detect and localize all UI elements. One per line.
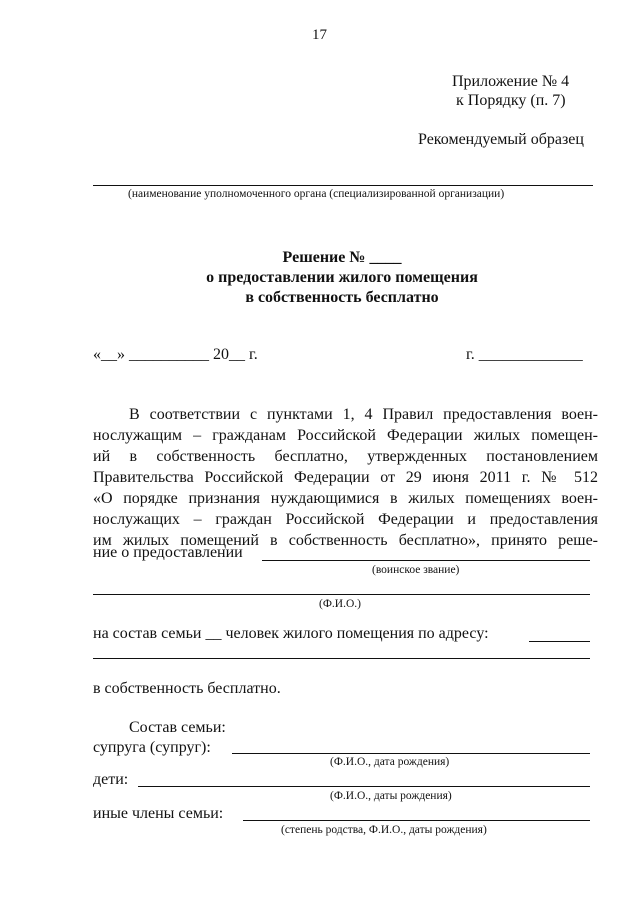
ownership-line: в собственность бесплатно.: [93, 680, 281, 697]
city-field[interactable]: г. _____________: [466, 346, 583, 363]
decision-body: [93, 404, 598, 551]
body-line: ий в собственность бесплатно, утвержденных постановлением: [93, 448, 598, 465]
body-line: нослужащих – граждан Российской Федерации и предоставления: [93, 511, 598, 528]
other-members-field-line[interactable]: [243, 820, 590, 821]
children-caption: (Ф.И.О., даты рождения): [330, 790, 452, 802]
decision-subtitle-2: в собственность бесплатно: [245, 289, 439, 306]
decision-title: Решение № ____: [282, 249, 402, 266]
address-field-line-2[interactable]: [93, 658, 590, 659]
fio-field-line[interactable]: [93, 594, 590, 595]
spouse-field-line[interactable]: [232, 753, 590, 754]
body-line: «О порядке признания нуждающимися в жилых помещениях воен-: [93, 490, 598, 507]
annex-reference: к Порядку (п. 7): [456, 92, 566, 109]
body-line: Правительства Российской Федерации от 29 июня 2011 г. № 512: [93, 469, 598, 486]
body-line: им жилых помещений в собственность бесплатно», принято реше-: [93, 532, 598, 549]
annex-title: Приложение № 4: [452, 73, 570, 90]
children-label: дети:: [93, 771, 129, 788]
other-members-caption: (степень родства, Ф.И.О., даты рождения): [281, 824, 487, 836]
page-number: 17: [312, 27, 327, 43]
authority-field-line[interactable]: [93, 185, 593, 186]
other-members-label: иные члены семьи:: [93, 805, 224, 822]
children-field-line[interactable]: [138, 786, 590, 787]
family-size-line: на состав семьи __ человек жилого помещения по адресу:: [93, 625, 489, 642]
authority-caption: (наименование уполномоченного органа (специализированной организации): [128, 188, 505, 200]
rank-caption: (воинское звание): [372, 564, 460, 576]
spouse-caption: (Ф.И.О., дата рождения): [330, 756, 450, 768]
date-field[interactable]: «__» __________ 20__ г.: [93, 346, 258, 363]
spouse-label: супруга (супруг):: [93, 739, 211, 756]
body-line: нослужащим – гражданам Российской Федерации жилых помещен-: [93, 427, 598, 444]
body-last-line: ние о предоставлении: [93, 544, 243, 561]
decision-subtitle: о предоставлении жилого помещения: [206, 269, 478, 286]
body-line: В соответствии с пунктами 1, 4 Правил предоставления воен-: [129, 406, 598, 423]
fio-caption: (Ф.И.О.): [319, 598, 361, 610]
family-heading: Состав семьи:: [129, 719, 226, 736]
rank-field-line[interactable]: [262, 560, 590, 561]
address-field-line[interactable]: [529, 641, 590, 642]
sample-label: Рекомендуемый образец: [418, 131, 584, 148]
